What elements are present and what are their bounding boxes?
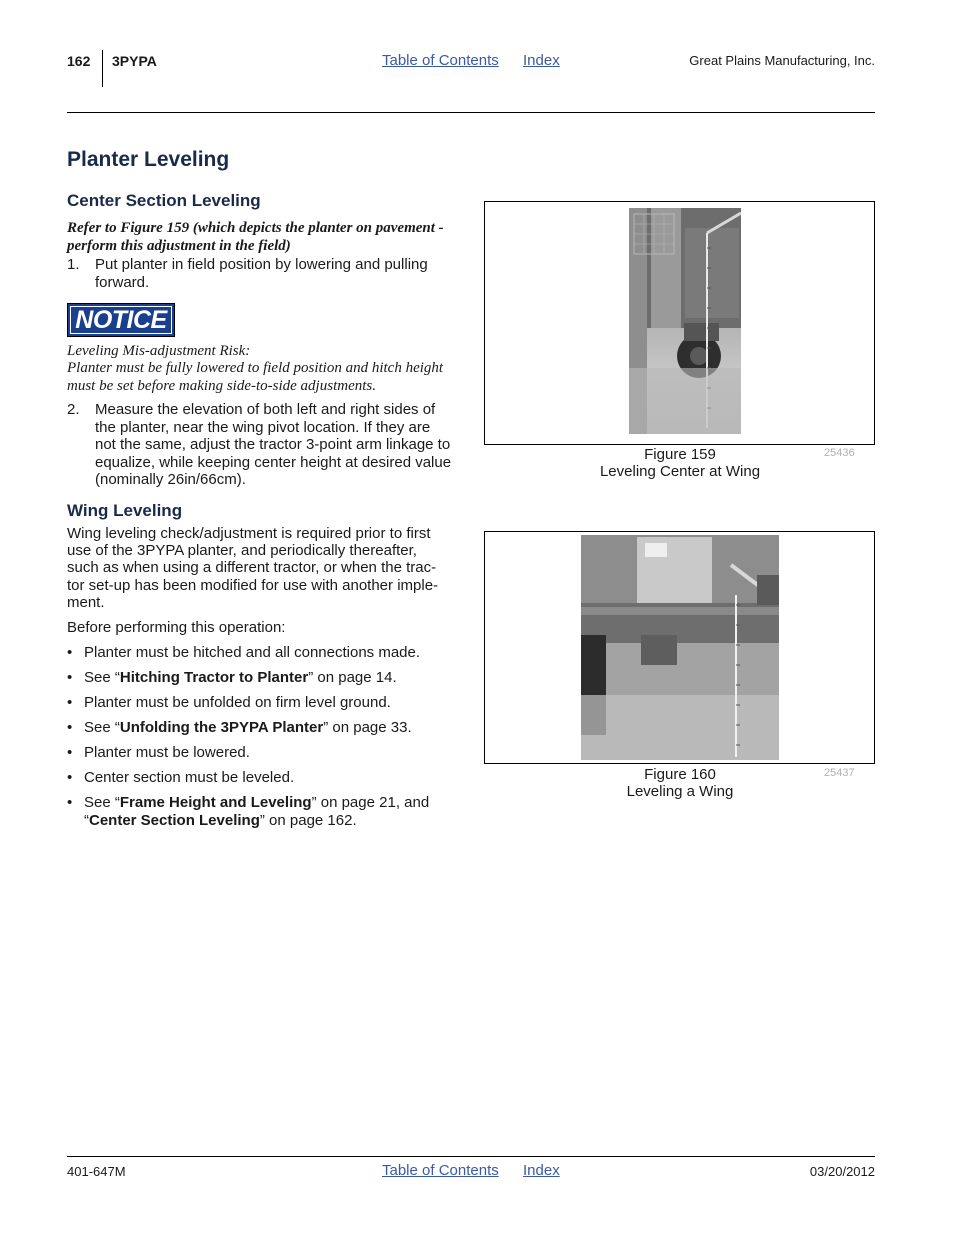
footer-toc-link[interactable]: Table of Contents [382,1162,499,1179]
figure-160-number: Figure 160 [644,766,716,783]
step-1-number: 1. [67,256,80,273]
bullet-text: See “Hitching Tractor to Planter” on page 14. [84,669,397,686]
header-index-link[interactable]: Index [523,52,560,69]
planter-center-illustration [629,208,741,434]
xref-center-section[interactable]: Center Section Leveling [89,811,260,829]
xref-frame-height[interactable]: Frame Height and Leveling [119,794,312,811]
wing-leveling-heading: Wing Leveling [67,501,183,520]
figure-160-id: 25437 [824,767,855,779]
bullet-text: Center section must be leveled. [84,769,295,786]
bullet-text: See “Unfolding the 3PYPA Planter” on page 33. [84,719,412,736]
figure-160-caption: Leveling a Wing [626,783,734,800]
wing-para-1: Wing leveling check/adjustment is required prior to first use of the 3PYPA planter, and periodically thereafter, such as when using a different tractor, or when the trac-tor set-up has been modified for use with another imple-ment. [67,525,439,611]
step-2-text: Measure the elevation of both left and right sides of the planter, near the wing pivot location. If they are not the same, adjust the tractor 3-point arm linkage to equalize, while keeping center height at desired value (nominally 26in/66cm). [95,401,452,488]
figure-159-number: Figure 159 [644,446,716,463]
bullet-text: See “Frame Height and Leveling” on page 21, and “Center Section Leveling” on page 162. [84,794,430,829]
figure-159-photo [629,208,741,434]
wing-para-2: Before performing this operation: [67,619,286,636]
step-2 [67,401,459,491]
figure-159-id: 25436 [824,447,855,459]
step-2-number: 2. [67,401,80,418]
notice-badge [67,303,175,337]
step-1-text: Put planter in field position by lowering and pulling forward. [95,256,428,291]
center-section-heading: Center Section Leveling [67,191,261,210]
center-intro: Refer to Figure 159 (which depicts the planter on pavement - perform this adjustment in the field) [67,220,444,254]
notice-title: Leveling Mis-adjustment Risk: [67,343,251,359]
figure-160-photo [581,535,779,760]
publish-date: 03/20/2012 [809,1164,875,1179]
step-1 [67,256,459,292]
header-rule [67,112,875,113]
notice-label: NOTICE [70,306,172,334]
xref-unfolding[interactable]: Unfolding the 3PYPA Planter [119,719,324,736]
section-title: Planter Leveling [67,148,230,171]
figure-159-caption: Leveling Center at Wing [599,463,761,480]
footer-rule [67,1156,875,1157]
figure-160-frame [484,531,875,764]
notice-body: Planter must be fully lowered to field position and hitch height must be set before making side-to-side adjustments. [67,360,444,394]
footer-index-link[interactable]: Index [523,1162,560,1179]
header-toc-link[interactable]: Table of Contents [382,52,499,69]
figure-159-frame [484,201,875,445]
company-name: Great Plains Manufacturing, Inc. [689,53,875,68]
bullet-text: Planter must be lowered. [84,744,250,761]
model-name: 3PYPA [112,53,157,69]
page-number: 162 [67,53,91,69]
xref-hitching[interactable]: Hitching Tractor to Planter [119,669,309,686]
bullet-text: Planter must be hitched and all connections made. [84,644,421,661]
doc-number: 401-647M [67,1164,126,1179]
header-divider [102,50,103,87]
bullet-text: Planter must be unfolded on firm level ground. [84,694,391,711]
wing-leveling-illustration [581,535,779,760]
